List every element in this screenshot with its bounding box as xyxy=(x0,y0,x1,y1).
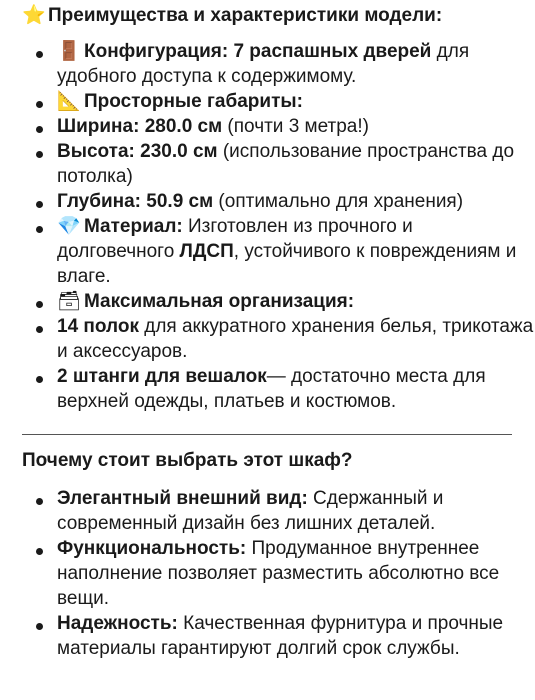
features-heading xyxy=(22,2,442,30)
why-heading: Почему стоит выбрать этот шкаф? xyxy=(22,450,353,471)
bullet xyxy=(36,126,43,133)
bullet xyxy=(36,101,43,108)
list-item: 💎 Материал: Изготовлен из прочного и долговечного ЛДСП, устойчивого к повреждениям и влаге. xyxy=(22,214,535,289)
why-list xyxy=(22,486,535,661)
list-item: Функциональность: Продуманное внутреннее наполнение позволяет разместить абсолютно все вещи. xyxy=(22,536,535,611)
card-file-box-icon: 🗃 xyxy=(57,291,82,312)
bullet xyxy=(36,226,43,233)
list-item: 14 полок для аккуратного хранения белья, трикотажа и аксессуаров. xyxy=(22,314,535,364)
list-item: Высота: 230.0 см (использование пространства до потолка) xyxy=(22,139,535,189)
bullet xyxy=(36,623,43,630)
list-item: 2 штанги для вешалок— достаточно места для верхней одежды, платьев и костюмов. xyxy=(22,364,535,414)
list-item: Элегантный внешний вид: Сдержанный и современный дизайн без лишних деталей. xyxy=(22,486,535,536)
list-item: 📐 Просторные габариты: xyxy=(22,89,535,114)
gem-icon: 💎 xyxy=(57,216,81,237)
bullet xyxy=(36,326,43,333)
bullet xyxy=(36,498,43,505)
list-item: Надежность: Качественная фурнитура и прочные материалы гарантируют долгий срок службы. xyxy=(22,611,535,661)
list-item: Глубина: 50.9 см (оптимально для хранения) xyxy=(22,189,535,214)
bullet xyxy=(36,376,43,383)
section-divider xyxy=(22,434,512,435)
bullet xyxy=(36,51,43,58)
bullet xyxy=(36,548,43,555)
bullet xyxy=(36,151,43,158)
list-item: 🚪 Конфигурация: 7 распашных дверей для удобного доступа к содержимому. xyxy=(22,39,535,89)
star-icon: ⭐ xyxy=(22,5,46,26)
door-icon: 🚪 xyxy=(57,41,81,62)
features-heading-text: Преимущества и характеристики модели: xyxy=(48,5,443,26)
bullet xyxy=(36,301,43,308)
ruler-triangle-icon: 📐 xyxy=(57,91,81,112)
list-item: 🗃 Максимальная организация: xyxy=(22,289,535,314)
bullet xyxy=(36,201,43,208)
features-list xyxy=(22,39,535,414)
list-item: Ширина: 280.0 см (почти 3 метра!) xyxy=(22,114,535,139)
